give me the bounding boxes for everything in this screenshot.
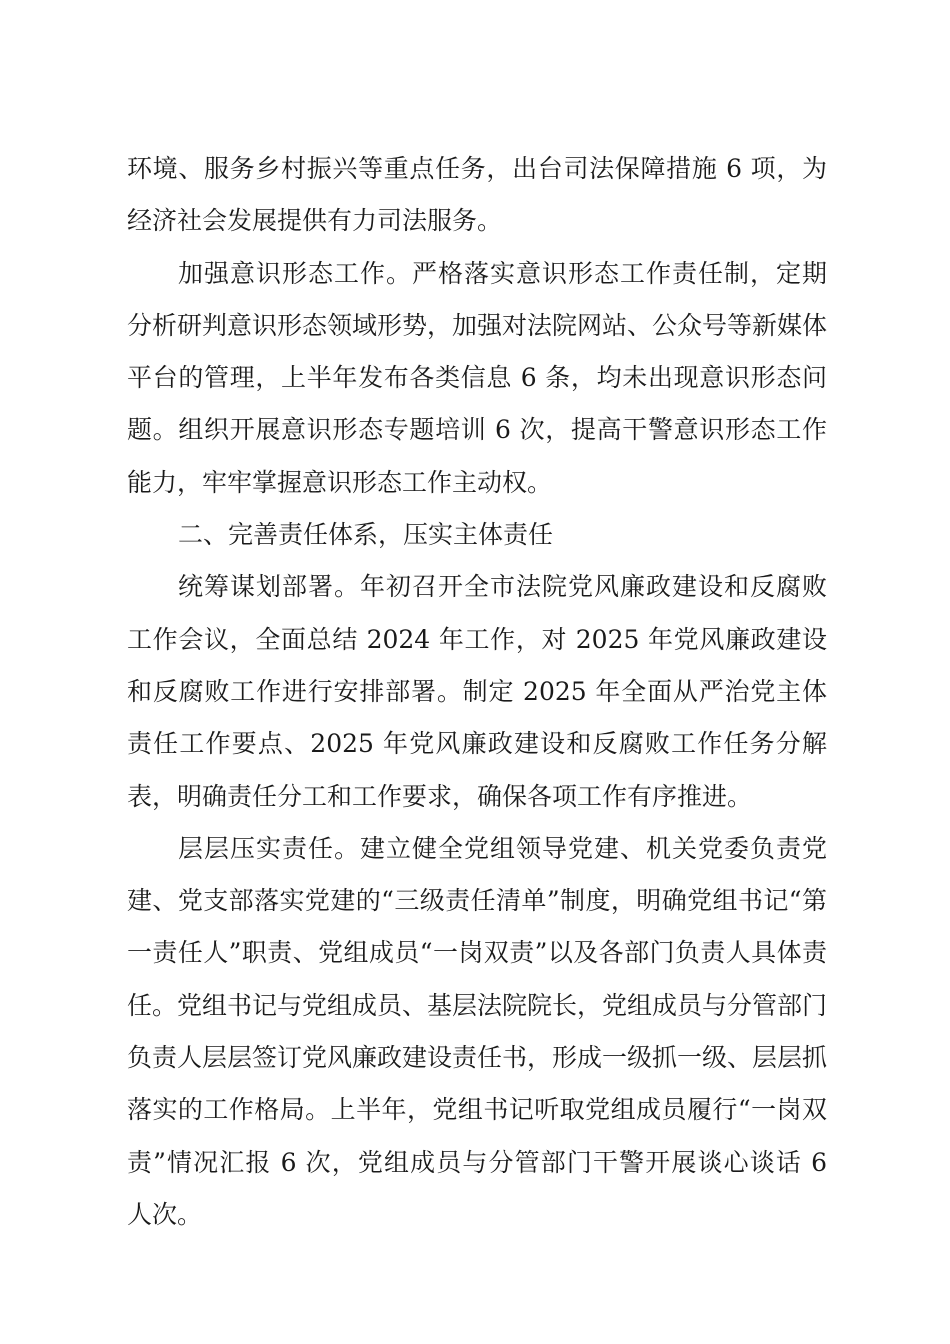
section-heading: 二、完善责任体系，压实主体责任 — [178, 520, 554, 550]
paragraph-responsibility: 层层压实责任。建立健全党组领导党建、机关党委负责党建、党支部落实党建的“三级责任清单”制度，明确党组书记“第一责任人”职责、党组成员“一岗双责”以及各部门负责人具体责任。党组书记与党组成员、基层法院院长，党组成员与分管部门负责人层层签订党风廉政建设责任书，形成一级抓一级、层层抓落实的工作格局。上半年，党组书记听取党组成员履行“一岗双责”情况汇报 6 次，党组成员与分管部门干警开展谈心谈话 6 人次。 — [127, 833, 828, 1229]
paragraph-planning-deployment: 统筹谋划部署。年初召开全市法院党风廉政建设和反腐败工作会议，全面总结 2024 年工作，对 2025 年党风廉政建设和反腐败工作进行安排部署。制定 2025 年全面从严治党主体责任工作要点、2025 年党风廉政建设和反腐败工作任务分解表，明确责任分工和工作要求，确保各项工作有序推进。 — [127, 572, 827, 811]
paragraph-ideology-work: 加强意识形态工作。严格落实意识形态工作责任制，定期分析研判意识形态领域形势，加强对法院网站、公众号等新媒体平台的管理，上半年发布各类信息 6 条，均未出现意识形态问题。组织开展意识形态专题培训 6 次，提高干警意识形态工作能力，牢牢掌握意识形态工作主动权。 — [127, 258, 828, 497]
paragraph-continuation: 环境、服务乡村振兴等重点任务，出台司法保障措施 6 项，为经济社会发展提供有力司法服务。 — [127, 154, 827, 236]
document-body — [127, 143, 827, 1241]
